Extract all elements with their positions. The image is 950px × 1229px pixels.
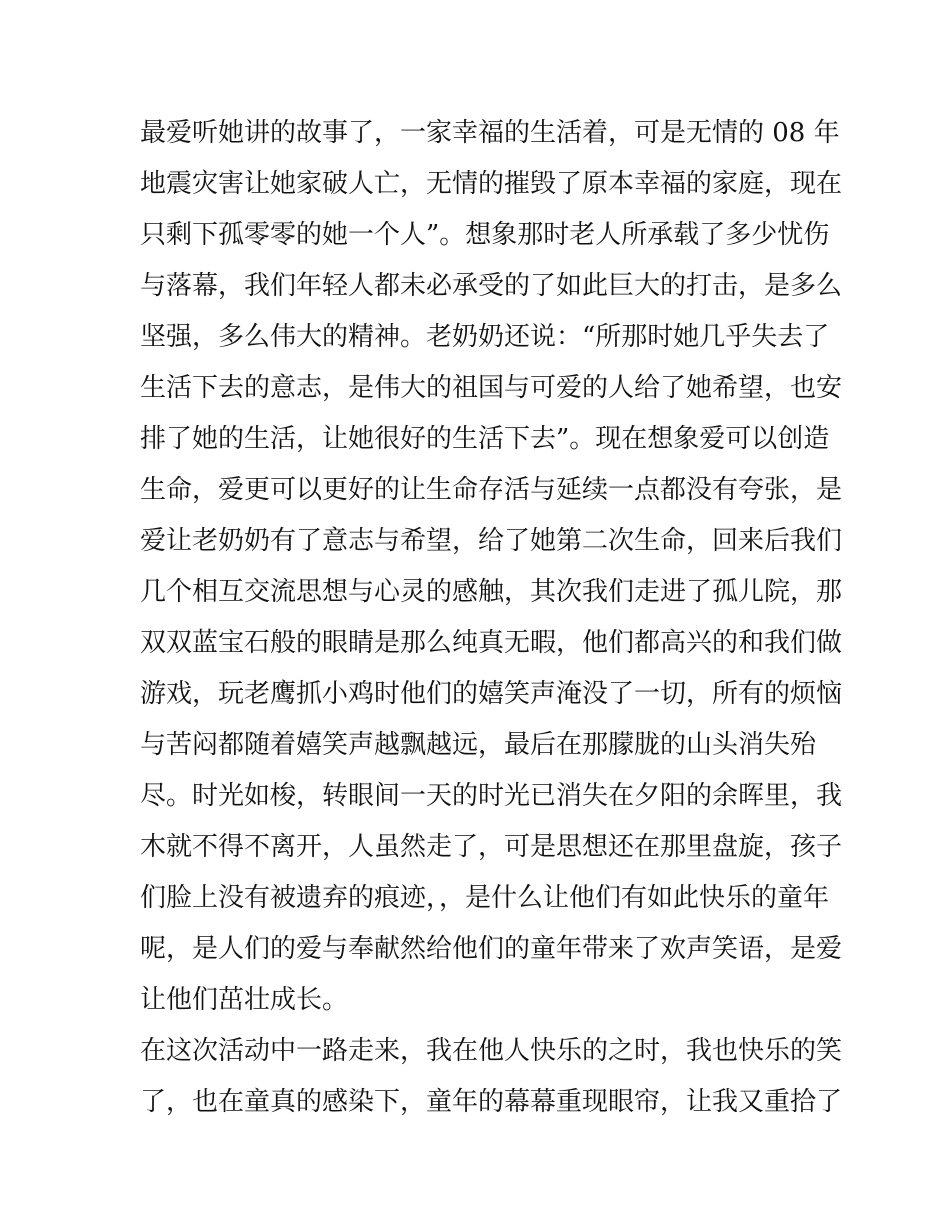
- text-line: 游戏，玩老鹰抓小鸡时他们的嬉笑声淹没了一切，所有的烦恼: [140, 679, 843, 709]
- text-line: 排了她的生活，让她很好的生活下去”。现在想象爱可以创造: [140, 424, 830, 454]
- text-line: 双双蓝宝石般的眼睛是那么纯真无暇，他们都高兴的和我们做: [140, 628, 843, 658]
- text-line: 木就不得不离开，人虽然走了，可是思想还在那里盘旋，孩子: [140, 832, 843, 862]
- text-line: 了，也在童真的感染下，童年的幕幕重现眼帘，让我又重拾了: [140, 1087, 843, 1117]
- text-line: 爱让老奶奶有了意志与希望，给了她第二次生命，回来后我们: [140, 526, 843, 556]
- text-line: 生活下去的意志，是伟大的祖国与可爱的人给了她希望，也安: [140, 373, 843, 403]
- text-line: 地震灾害让她家破人亡，无情的摧毁了原本幸福的家庭，现在: [140, 169, 843, 199]
- text-line: 呢，是人们的爱与奉献然给他们的童年带来了欢声笑语，是爱: [140, 934, 843, 964]
- text-line: 坚强，多么伟大的精神。老奶奶还说：“所那时她几乎失去了: [140, 322, 830, 352]
- text-line: 与苦闷都随着嬉笑声越飘越远，最后在那朦胧的山头消失殆: [140, 730, 817, 760]
- text-line: 几个相互交流思想与心灵的感触，其次我们走进了孤儿院，那: [140, 577, 843, 607]
- body-text: [140, 108, 843, 1128]
- text-line: 生命，爱更可以更好的让生命存活与延续一点都没有夸张，是: [140, 475, 843, 505]
- text-line: 最爱听她讲的故事了，一家幸福的生活着，可是无情的 08 年: [140, 118, 840, 148]
- text-line: 让他们茁壮成长。: [140, 985, 349, 1015]
- text-line: 只剩下孤零零的她一个人”。想象那时老人所承载了多少忧伤: [140, 220, 830, 250]
- text-line: 们脸上没有被遗弃的痕迹，，是什么让他们有如此快乐的童年: [140, 883, 830, 913]
- text-line: 在这次活动中一路走来，我在他人快乐的之时，我也快乐的笑: [140, 1036, 843, 1066]
- text-line: 尽。时光如梭，转眼间一天的时光已消失在夕阳的余晖里，我: [140, 781, 843, 811]
- text-line: 与落幕，我们年轻人都未必承受的了如此巨大的打击，是多么: [140, 271, 843, 301]
